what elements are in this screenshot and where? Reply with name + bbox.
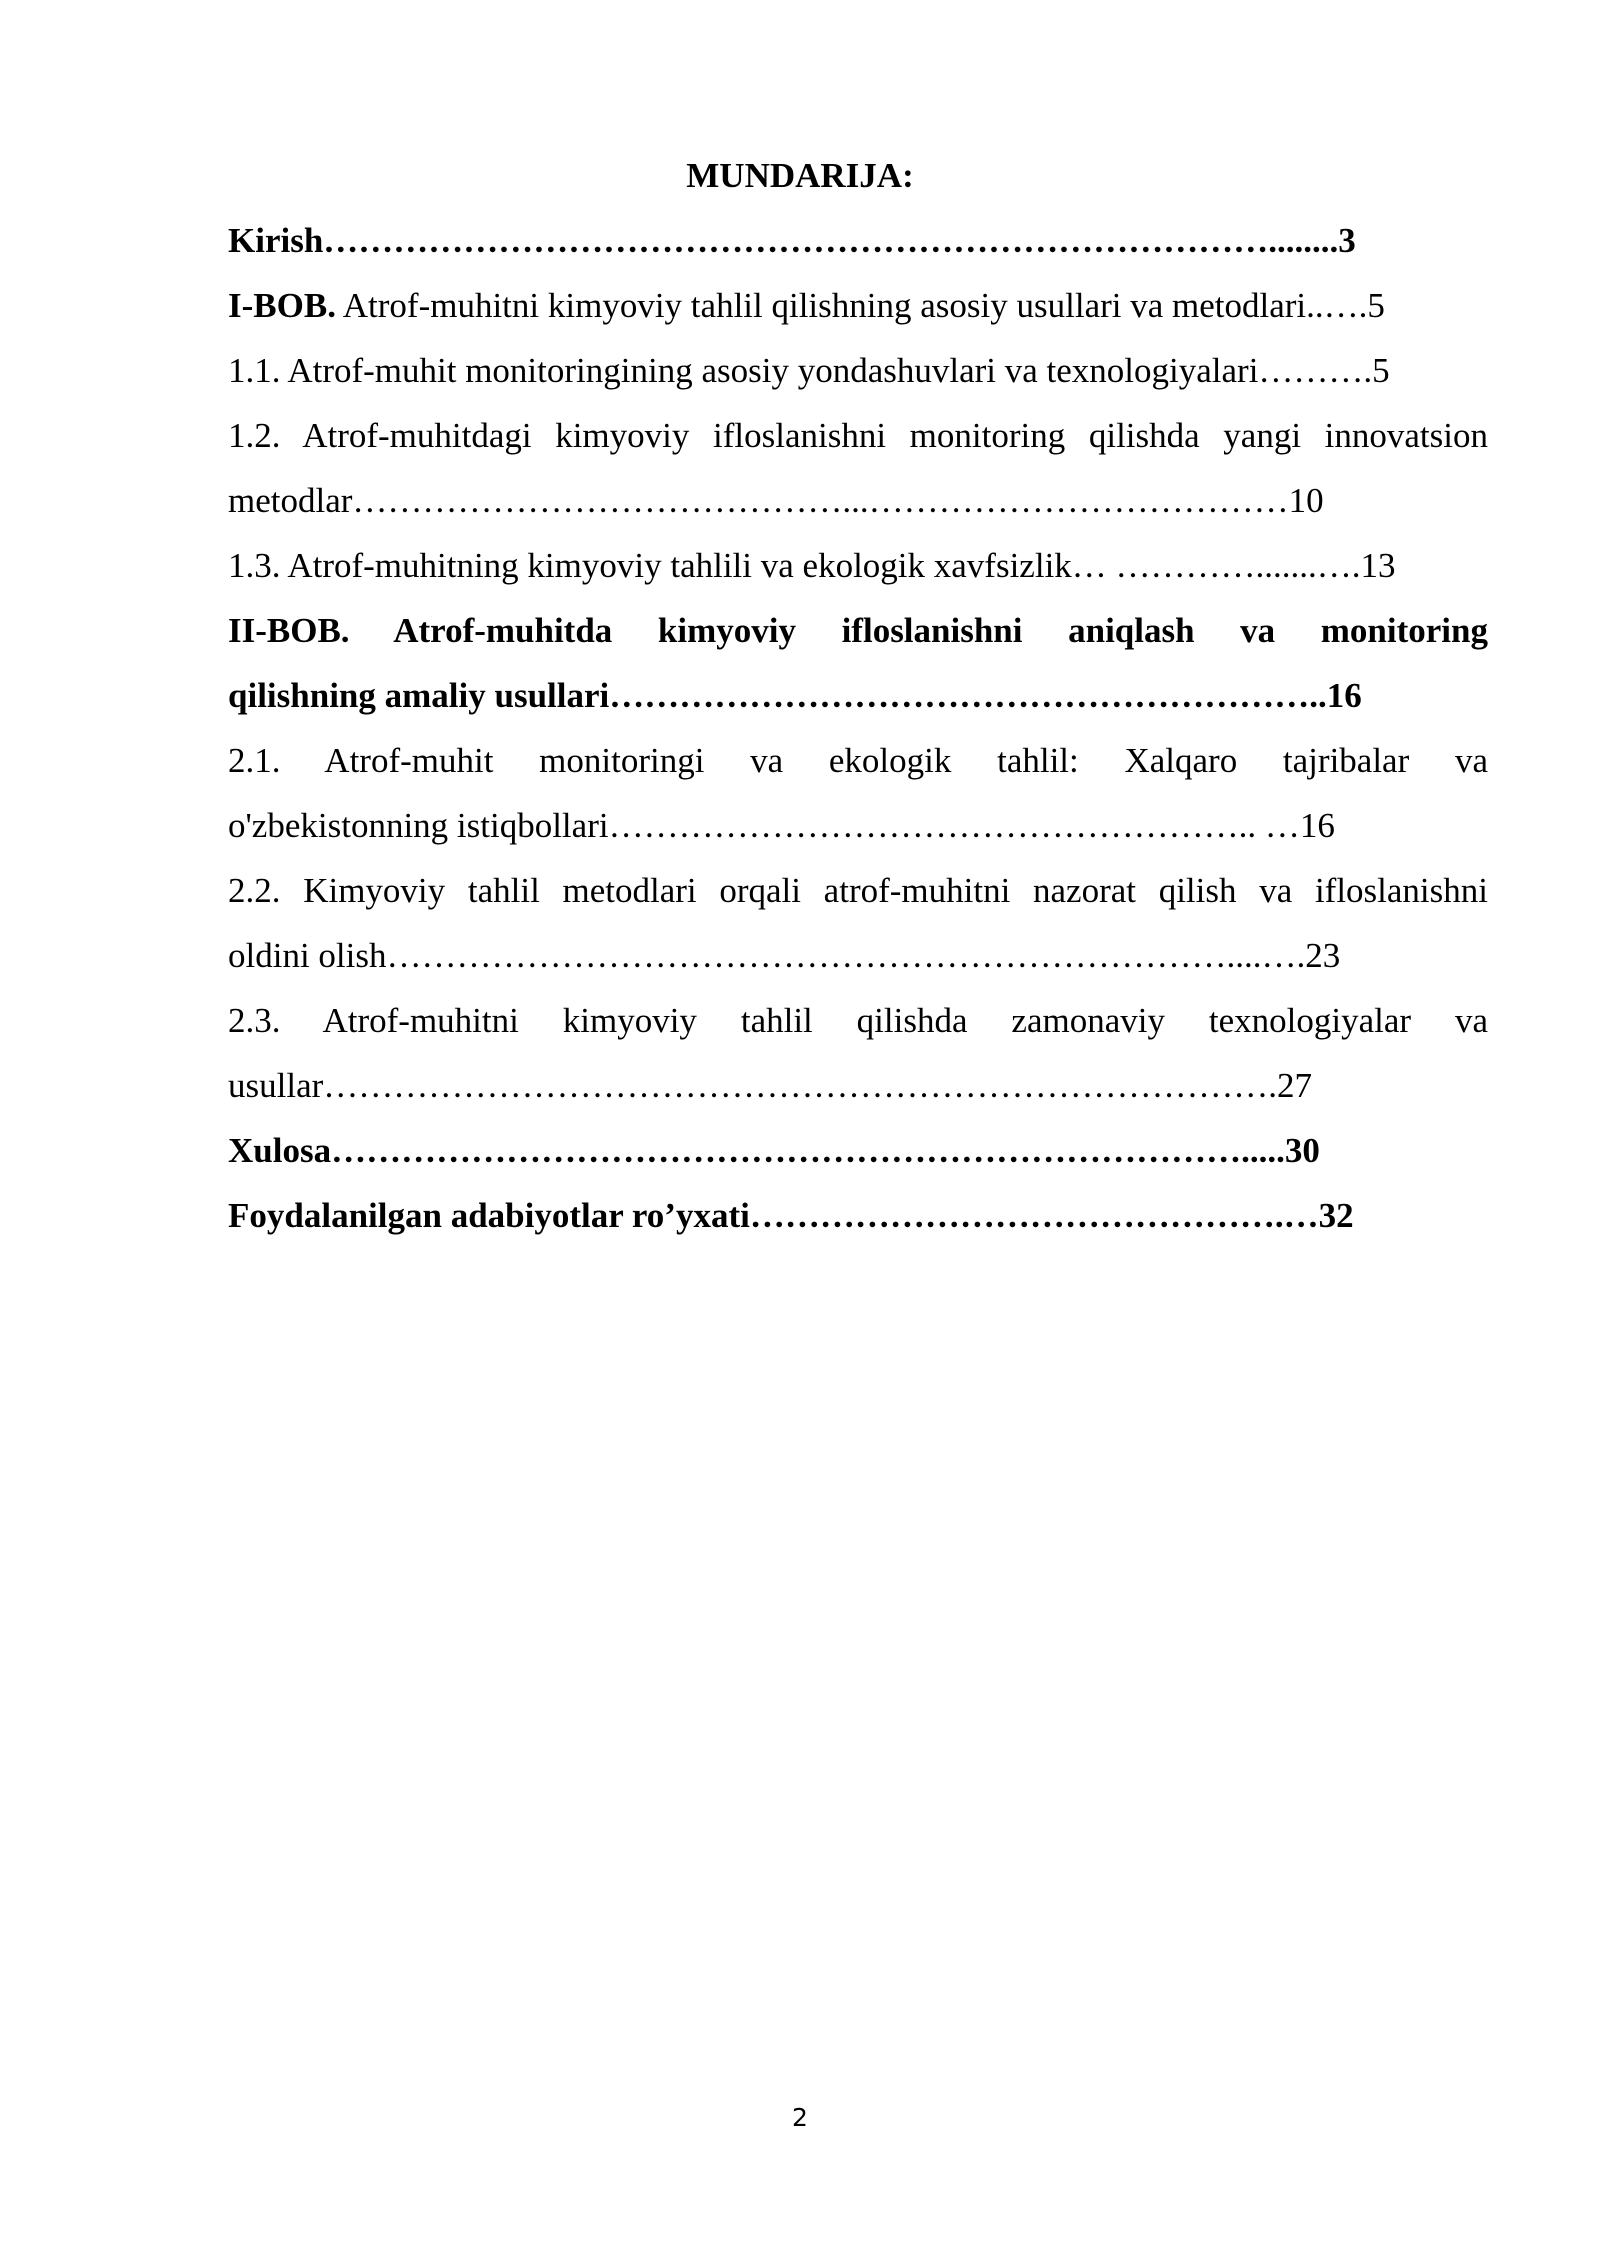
toc-entry-kirish: Kirish………………………………………………………………………........3: [228, 221, 1356, 260]
toc-entry-1-3: 1.3. Atrof-muhitning kimyoviy tahlili va ekologik xavfsizlik… ………….......….13: [228, 546, 1396, 585]
toc-entry-2-3-line-1: 2.3. Atrof-muhitni kimyoviy tahlil qilishda zamonaviy texnologiyalar va: [228, 1001, 1488, 1040]
chapter-1-title: Atrof-muhitni kimyoviy tahlil qilishning asosiy usullari va metodlari..….5: [335, 286, 1385, 325]
toc-entry-xulosa: Xulosa…………………………………………………………………….....30: [228, 1131, 1320, 1170]
toc-entry-chapter-2-line-2: qilishning amaliy usullari……………………………………………………..16: [228, 676, 1362, 715]
toc-entry-2-2-line-2: oldini olish………………………………………………………………....….23: [228, 936, 1341, 975]
toc-entry-2-1-line-2: o'zbekistonning istiqbollari……………………………………………….. …16: [228, 806, 1335, 845]
toc-entry-1-2-line-2: metodlar……………………………………...………………………………10: [228, 481, 1324, 520]
chapter-1-label: I-BOB.: [228, 286, 336, 325]
toc-entry-chapter-2-line-1: II-BOB. Atrof-muhitda kimyoviy ifloslanishni aniqlash va monitoring: [228, 611, 1488, 650]
toc-entry-chapter-1: [228, 273, 1488, 338]
page-number: 2: [792, 2103, 808, 2132]
toc-entry-2-1-line-1: 2.1. Atrof-muhit monitoringi va ekologik tahlil: Xalqaro tajribalar va: [228, 741, 1488, 780]
toc-entry-2-3-line-2: usullar……………………………………………………………………….27: [228, 1066, 1313, 1105]
toc-entry-2-2-line-1: 2.2. Kimyoviy tahlil metodlari orqali atrof-muhitni nazorat qilish va ifloslanishni: [228, 871, 1488, 910]
toc-entry-references: Foydalanilgan adabiyotlar ro’yxati……………………………………….…32: [228, 1196, 1354, 1235]
table-of-contents: [228, 208, 1488, 1248]
page-title: MUNDARIJA:: [686, 156, 914, 195]
toc-entry-1-1: 1.1. Atrof-muhit monitoringining asosiy yondashuvlari va texnologiyalari……….5: [228, 351, 1390, 390]
toc-entry-1-2-line-1: 1.2. Atrof-muhitdagi kimyoviy ifloslanishni monitoring qilishda yangi innovatsion: [228, 416, 1488, 455]
